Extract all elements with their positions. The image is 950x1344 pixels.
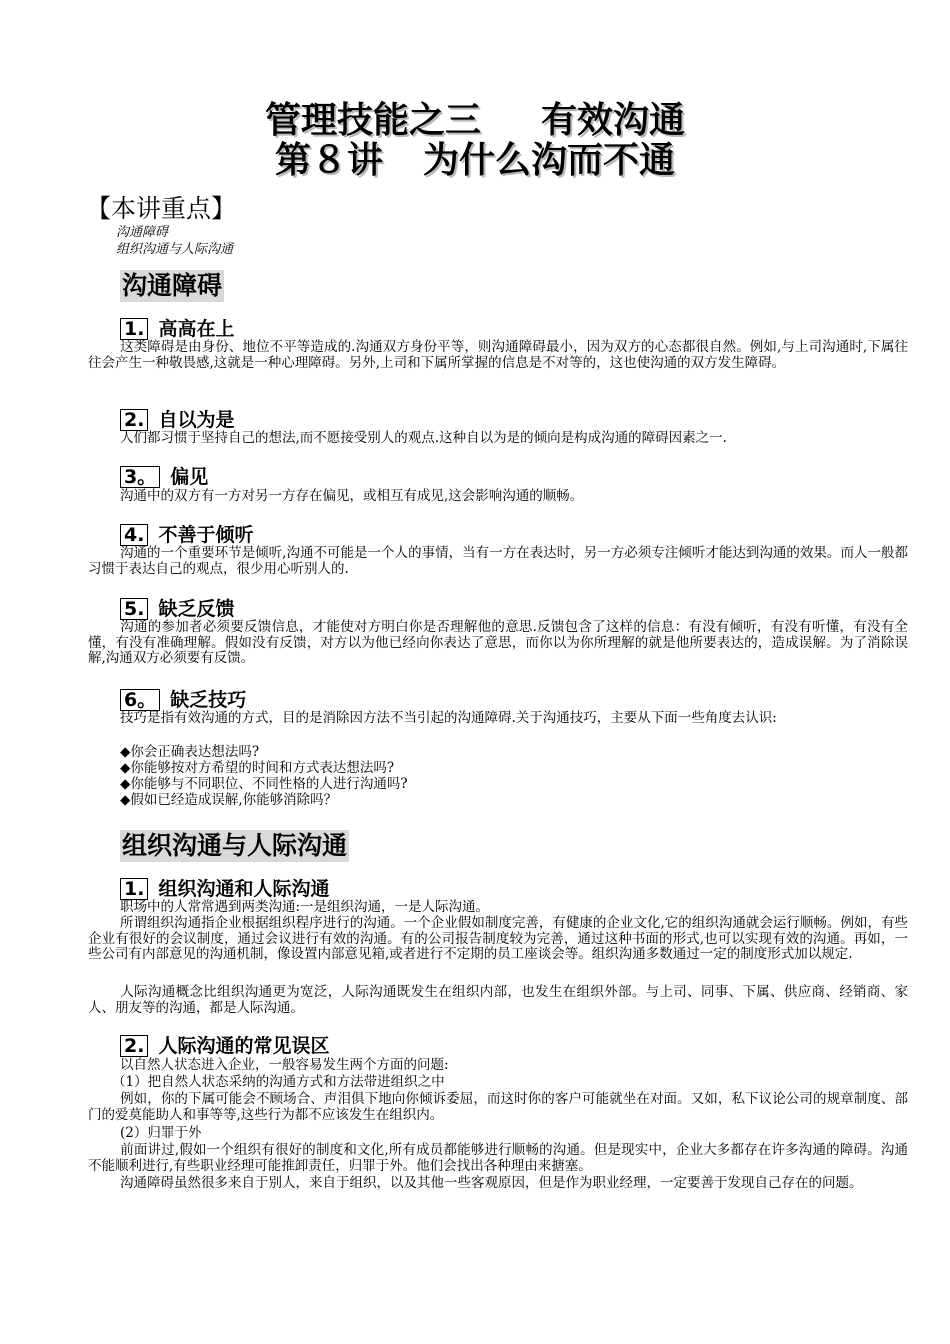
title-line-1 bbox=[0, 100, 950, 142]
paragraph bbox=[88, 489, 908, 505]
bullet-item: ◆你会正确表达想法吗? bbox=[120, 744, 260, 760]
subsection-number: 5. bbox=[120, 598, 148, 620]
paragraph-text: （1）把自然人状态采纳的沟通方式和方法带进组织之中 bbox=[112, 1074, 445, 1090]
bullet-item: ◆假如已经造成误解,你能够消除吗？ bbox=[120, 792, 338, 808]
paragraph-text: 这类障碍是由身份、地位不平等造成的.沟通双方身份平等，则沟通障碍最小，因为双方的心态都很自然。例如,与上司沟通时,下属往往会产生一种敬畏感,这就是一种心理障碍。另外,上司和下属所掌握的信息是不对等的，这也使沟通的双方发生障碍。 bbox=[88, 339, 908, 371]
paragraph bbox=[88, 620, 908, 667]
paragraph-text: 沟通障碍虽然很多来自于别人，来自于组织，以及其他一些客观原因，但是作为职业经理，一定要善于发现自己存在的问题。 bbox=[120, 1175, 863, 1191]
paragraph bbox=[88, 916, 908, 963]
key-points-heading: 【本讲重点】 bbox=[86, 194, 237, 223]
paragraph bbox=[88, 546, 908, 577]
subsection-heading bbox=[120, 318, 234, 340]
lecture-title: 为什么沟而不通 bbox=[423, 140, 676, 181]
paragraph bbox=[88, 711, 908, 727]
subsection-heading bbox=[120, 524, 253, 546]
course-topic: 有效沟通 bbox=[541, 100, 686, 141]
paragraph bbox=[88, 1176, 908, 1192]
paragraph bbox=[88, 985, 908, 1016]
paragraph bbox=[88, 1126, 908, 1142]
paragraph bbox=[88, 1143, 908, 1174]
subsection-heading bbox=[120, 1035, 329, 1057]
subsection-number: 6。 bbox=[120, 689, 160, 711]
subsection-number: 2. bbox=[120, 1035, 148, 1057]
subsection-title: 高高在上 bbox=[158, 318, 235, 340]
subsection-heading bbox=[120, 409, 234, 431]
paragraph bbox=[88, 340, 908, 371]
lecture-number: 第８讲 bbox=[274, 140, 383, 181]
subsection-heading bbox=[120, 466, 208, 488]
paragraph-text: 以自然人状态进入企业，一般容易发生两个方面的问题: bbox=[120, 1057, 449, 1073]
subsection-heading bbox=[120, 689, 246, 711]
paragraph bbox=[88, 1075, 908, 1091]
paragraph-text: 沟通的一个重要环节是倾听,沟通不可能是一个人的事情，当有一方在表达时，另一方必须专注倾听才能达到沟通的效果。而人一般都习惯于表达自己的观点，很少用心听别人的. bbox=[88, 545, 908, 577]
paragraph bbox=[88, 1092, 908, 1123]
paragraph-text: 人们都习惯于坚持自己的想法,而不愿接受别人的观点.这种自以为是的倾向是构成沟通的障碍因素之一. bbox=[120, 430, 727, 446]
subsection-title: 人际沟通的常见误区 bbox=[158, 1035, 330, 1057]
subsection-heading bbox=[120, 878, 329, 900]
key-point-item: 组织沟通与人际沟通 bbox=[116, 242, 234, 257]
paragraph bbox=[88, 900, 908, 916]
paragraph-text: (2）归罪于外 bbox=[120, 1125, 202, 1141]
bullet-item: ◆你能够按对方希望的时间和方式表达想法吗? bbox=[120, 760, 395, 776]
paragraph-text: 例如，你的下属可能会不顾场合、声泪俱下地向你倾诉委屈，而这时你的客户可能就坐在对面。又如，私下议论公司的规章制度、部门的爱莫能助人和事等等,这些行为都不应该发生在组织内。 bbox=[88, 1091, 908, 1123]
paragraph-text: 沟通中的双方有一方对另一方存在偏见，或相互有成见,这会影响沟通的顺畅。 bbox=[120, 488, 584, 504]
key-point-item: 沟通障碍 bbox=[116, 225, 169, 240]
subsection-number: 3。 bbox=[120, 466, 160, 488]
course-title: 管理技能之三 bbox=[264, 100, 481, 141]
subsection-title: 缺乏技巧 bbox=[170, 689, 247, 711]
subsection-number: 1. bbox=[120, 878, 148, 900]
bullet-item: ◆你能够与不同职位、不同性格的人进行沟通吗? bbox=[120, 776, 408, 792]
subsection-number: 4. bbox=[120, 524, 148, 546]
subsection-title: 缺乏反馈 bbox=[158, 598, 235, 620]
paragraph-text: 所谓组织沟通指企业根据组织程序进行的沟通。一个企业假如制度完善，有健康的企业文化,它的组织沟通就会运行顺畅。例如，有些企业有很好的会议制度，通过会议进行有效的沟通。有的公司报告制度较为完善，通过这种书面的形式,也可以实现有效的沟通。再如，一些公司有内部意见的沟通机制，像设置内部意见箱,或者进行不定期的员工座谈会等。组织沟通多数通过一定的制度形式加以规定. bbox=[88, 915, 908, 963]
paragraph-text: 人际沟通概念比组织沟通更为宽泛，人际沟通既发生在组织内部，也发生在组织外部。与上司、同事、下属、供应商、经销商、家人、朋友等的沟通，都是人际沟通。 bbox=[88, 984, 908, 1016]
title-line-2 bbox=[0, 140, 950, 182]
paragraph-text: 前面讲过,假如一个组织有很好的制度和文化,所有成员都能够进行顺畅的沟通。但是现实中，企业大多都存在许多沟通的障碍。沟通不能顺利进行,有些职业经理可能推卸责任，归罪于外。他们会找出各种理由来搪塞。 bbox=[88, 1142, 908, 1174]
paragraph-text: 职场中的人常常遇到两类沟通:一是组织沟通，一是人际沟通。 bbox=[120, 899, 490, 915]
paragraph bbox=[88, 1058, 908, 1074]
subsection-title: 组织沟通和人际沟通 bbox=[158, 878, 330, 900]
subsection-number: 2. bbox=[120, 409, 148, 431]
subsection-number: 1. bbox=[120, 318, 148, 340]
section-heading: 组织沟通与人际沟通 bbox=[122, 831, 348, 860]
paragraph-text: 技巧是指有效沟通的方式，目的是消除因方法不当引起的沟通障碍.关于沟通技巧，主要从下面一些角度去认识: bbox=[120, 710, 777, 726]
paragraph bbox=[88, 431, 908, 447]
section-heading: 沟通障碍 bbox=[122, 271, 223, 300]
subsection-heading bbox=[120, 598, 234, 620]
paragraph-text: 沟通的参加者必须要反馈信息，才能使对方明白你是否理解他的意思.反馈包含了这样的信息：有没有倾听，有没有听懂，有没有全懂，有没有准确理解。假如没有反馈，对方以为他已经向你表达了意思，而你以为你所理解的就是他所要表达的，造成误解。为了消除误解,沟通双方必须要有反馈。 bbox=[88, 619, 908, 667]
subsection-title: 不善于倾听 bbox=[158, 524, 254, 546]
subsection-title: 偏见 bbox=[170, 466, 209, 488]
subsection-title: 自以为是 bbox=[158, 409, 235, 431]
